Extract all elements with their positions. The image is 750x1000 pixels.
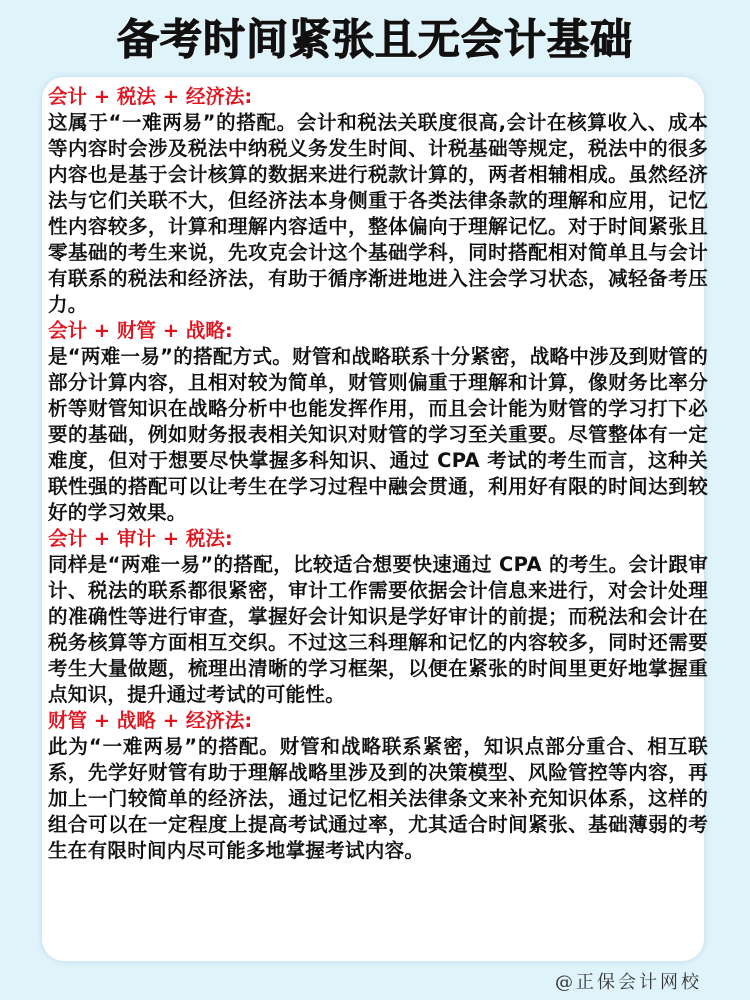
section-accounting-finance-strategy (48, 318, 708, 526)
section-heading: 财管 + 战略 + 经济法: (48, 709, 253, 732)
section-body: 这属于“一难两易”的搭配。会计和税法关联度很高,会计在核算收入、成本等内容时会涉及税法中纳税义务发生时间、计税基础等规定，税法中的很多内容也是基于会计核算的数据来进行税款计算的，两者相辅相成。虽然经济法与它们关联不大，但经济法本身侧重于各类法律条款的理解和应用，记忆性内容较多，计算和理解内容适中，整体偏向于理解记忆。对于时间紧张且零基础的考生来说，先攻克会计这个基础学科，同时搭配相对简单且与会计有联系的税法和经济法，有助于循序渐进地进入注会学习状态，减轻备考压力。 (48, 111, 708, 316)
section-accounting-tax-economic-law (48, 84, 708, 318)
section-heading: 会计 + 税法 + 经济法: (48, 85, 253, 108)
section-body: 同样是“两难一易”的搭配，比较适合想要快速通过 CPA 的考生。会计跟审计、税法的联系都很紧密，审计工作需要依据会计信息来进行，对会计处理的准确性等进行审查，掌握好会计知识是学好审计的前提；而税法和会计在税务核算等方面相互交织。不过这三科理解和记忆的内容较多，同时还需要考生大量做题，梳理出清晰的学习框架，以便在紧张的时间里更好地掌握重点知识，提升通过考试的可能性。 (48, 553, 708, 706)
watermark: @正保会计网校 (555, 972, 702, 993)
section-heading: 会计 + 审计 + 税法: (48, 527, 233, 550)
section-body: 是“两难一易”的搭配方式。财管和战略联系十分紧密，战略中涉及到财管的部分计算内容，且相对较为简单，财管则偏重于理解和计算，像财务比率分析等财管知识在战略分析中也能发挥作用，而且会计能为财管的学习打下必要的基础，例如财务报表相关知识对财管的学习至关重要。尽管整体有一定难度，但对于想要尽快掌握多科知识、通过 CPA 考试的考生而言，这种关联性强的搭配可以让考生在学习过程中融会贯通，利用好有限的时间达到较好的学习效果。 (48, 345, 708, 524)
section-heading: 会计 + 财管 + 战略: (48, 319, 233, 342)
page-title: 备考时间紧张且无会计基础 (116, 15, 633, 64)
section-finance-strategy-economic-law (48, 708, 708, 864)
section-accounting-audit-tax (48, 526, 708, 708)
section-body: 此为“一难两易”的搭配。财管和战略联系紧密，知识点部分重合、相互联系，先学好财管有助于理解战略里涉及到的决策模型、风险管控等内容，再加上一门较简单的经济法，通过记忆相关法律条文来补充知识体系，这样的组合可以在一定程度上提高考试通过率，尤其适合时间紧张、基础薄弱的考生在有限时间内尽可能多地掌握考试内容。 (48, 735, 708, 862)
content-area (48, 84, 708, 864)
